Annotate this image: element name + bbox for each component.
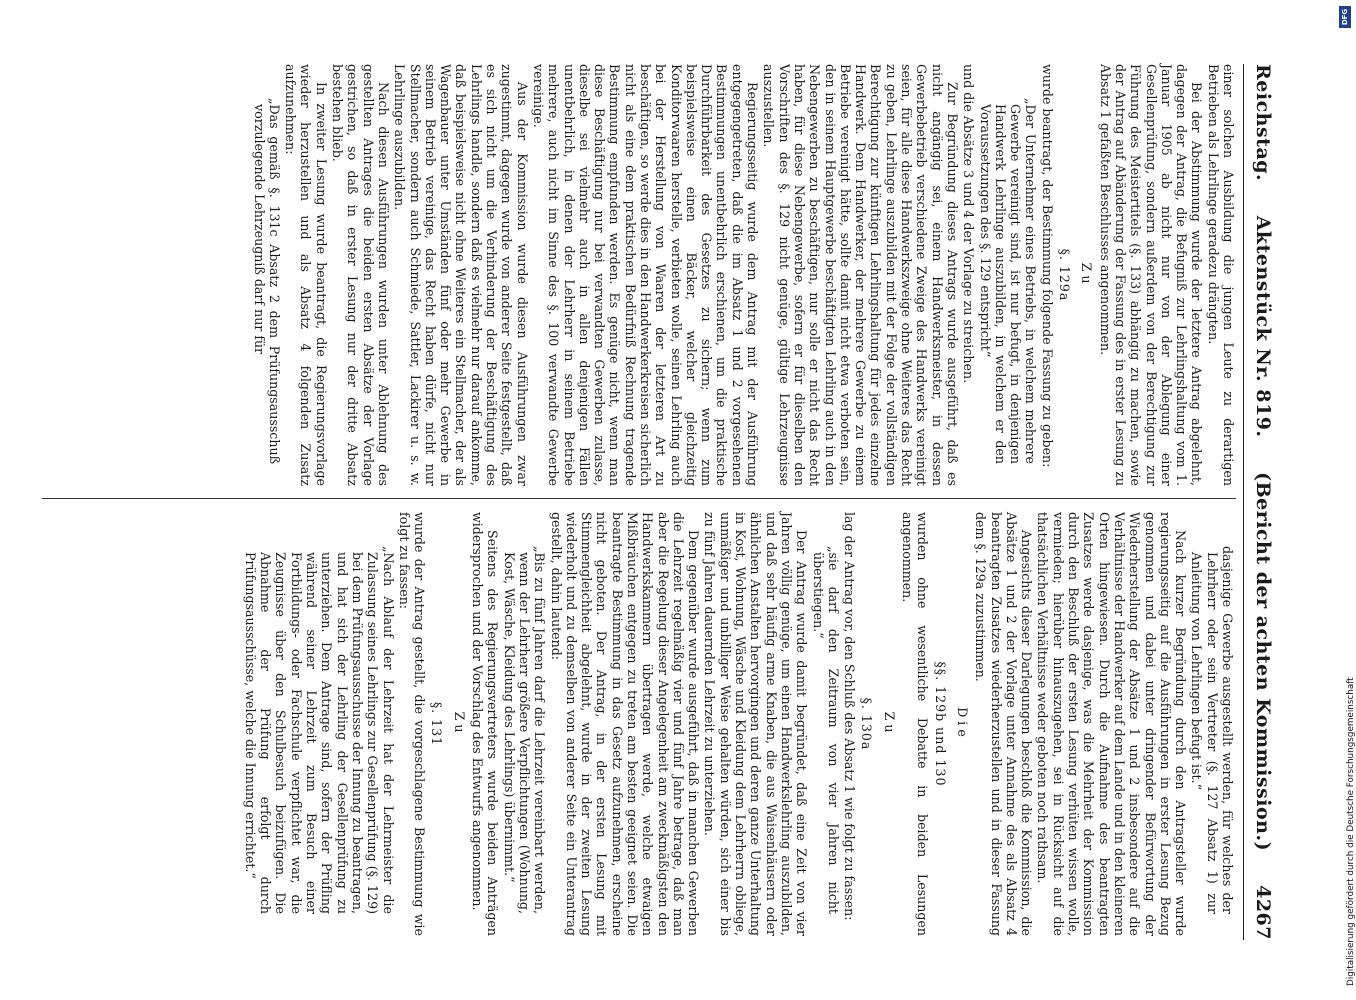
section-heading: §. 131 — [429, 701, 445, 747]
header-right-group — [1252, 472, 1274, 940]
quoted-text: „sie darf den Zeitraum von vier Jahren nicht überstiegen.“ — [810, 546, 841, 914]
paragraph: wurden ohne wesentliche Debatte in beiden Lesungen angenommen. — [900, 512, 931, 936]
paragraph: Der Antrag wurde damit begründet, daß eine Zeit von vier Jahren völlig genüge, um einen Handwerkslehrling auszubilden, und daß sehr häufig arme Knaben, die aus Waisenhäusern oder ähnlichen Anstalten hervorgingen und deren ganze Unterhaltung in Kost, Wohnung, Wäsche und Kleidung dem Lehrherrn obliege, unmäßiger und unbilliger Weise gehalten würden, sich einer bis zu fünf Jahren dauernden Lehrzeit zu unterziehen. — [702, 512, 810, 936]
scanned-page-frame — [20, 20, 1340, 980]
section-intro: Zu — [451, 711, 467, 737]
quoted-text: dasjenige Gewerbe ausgestellt werden, für welches der Lehrherr oder sein Vertreter (§. 127 Absatz 1) zur Anleitung von Lehrlingen befugt ist.“ — [1189, 546, 1235, 914]
paragraph: Dem gegenüber wurde ausgeführt, daß in manchen Gewerben die Lehrzeit regelmäßig vier und fünf Jahre betrage, daß man aber die Regelung dieser Angelegenheit am zweckmäßigsten den Handwerkskammern übertragen werde, welche etwaigen Mißbräuchen entgegen zu treten am besten geeignet seien. Die beantragte Bestimmung in das Gesetz aufzunehmen, erscheine nicht geboten. Der Antrag, in der ersten Lesung mit Stimmengleichheit abgelehnt, wurde in der zweiten Lesung wiederholt und zu demselben von anderer Seite ein Unterantrag gestellt, dahin lautend: — [548, 512, 702, 936]
header-report-title: (Bericht der achten Kommission.) — [1252, 472, 1274, 852]
paragraph: Nach kurzer Begründung durch den Antragsteller wurde regierungsseitig auf die Ausführungen in erster Lesung Bezug genommen und dabei unter dringender Befürwortung der Wiederherstellung der Absätze 1 und 2 insbesondere auf die Verhältnisse der Handwerker auf dem Lande und in den kleineren Orten hingewiesen. Durch die Aufnahme des beantragten Zusatzes werde dasjenige, was die Mehrheit der Kommission durch den Beschluß der ersten Lesung verhüten wissen wolle, vermieden; hierüber hinauszugehen, sei in Rücksicht auf die thatsächlichen Verhältnisse weder geboten noch rathsam. — [1035, 512, 1189, 936]
section-intro: Zu — [1079, 262, 1095, 288]
quoted-text: „Bis zu fünf Jahren darf die Lehrzeit vereinbart werden, wenn der Lehrherr größere Verpflichtungen (Wohnung, Kost, Wäsche, Kleidung des Lehrlings) übernimmt.“ — [501, 546, 548, 914]
paragraph: wurde der Antrag gestellt, die vorgeschlagene Bestimmung wie folgt zu fassen: — [396, 512, 428, 936]
paragraph: Angesichts dieser Darlegungen beschloß die Kommission, die Absätze 1 und 2 der Vorlage unter Annahme des als Absatz 4 beantragten Zusatzes wiederherzustellen und in dieser Fassung dem §. 129a zuzustimmen. — [973, 512, 1035, 936]
paragraph: Regierungsseitig wurde dem Antrag mit der Ausführung entgegengetreten, daß die im Absatz 1 und 2 vorgesehenen Bestimmungen unentbehrlich erschienen, um die praktische Durchführbarkeit des Gesetzes zu sichern; wenn zum beispielsweise einen Bäcker, welcher gleichzeitig Konditorwaaren herstelle, verbieten wolle, seinen Lehrling auch bei der Herstellung von Waaren der letzteren Art zu beschäftigen, so werde dies in den Handwerkerkreisen sicherlich nicht als eine dem praktischen Bedürfniß Rechnung tragende Bestimmung empfunden werden. Es genüge nicht, wenn man diese Beschäftigung nur bei verwandten Gewerben zulasse, dieselbe sei vielmehr auch in allen denjenigen Fällen unentbehrlich, in denen der Lehrherr in seinem Betriebe mehrere, auch nicht im Sinne des §. 100 verwandte Gewerbe vereinige. — [530, 64, 761, 486]
section-intro: Die — [954, 707, 970, 741]
paragraph: lag der Antrag vor, den Schluß des Absatz 1 wie folgt zu fassen: — [842, 512, 858, 921]
paragraph: einer solchen Ausbildung die jungen Leute zu derartigen Betrieben als Lehrlinge geradezu drängten. — [1205, 64, 1236, 486]
paragraph: Seitens des Regierungsvertreters wurde beiden Anträgen widersprochen und der Vorschlag des Entwurfs angenommen. — [470, 512, 501, 936]
left-column — [42, 64, 1236, 486]
dfg-logo — [1339, 6, 1351, 28]
page-header — [1248, 64, 1274, 940]
section-heading: §§. 129b und 130 — [932, 661, 948, 787]
paragraph: Nach diesen Ausführungen wurden unter Ablehnung des gestellten Antrages die beiden ersten Absätze der Vorlage gestrichen, so daß in erster Lesung nur der dritte Absatz bestehen blieb. — [330, 64, 391, 486]
document-page — [20, 20, 1340, 980]
paragraph: Bei der Abstimmung wurde der letztere Antrag abgelehnt, dagegen der Antrag, die Befugniß zur Lehrlingshaltung vom 1. Januar 1905 ab nicht nur von der Ablegung einer Gesellenprüfung, sondern außerdem von der Berechtigung zur Führung des Meistertitels (§. 133) abhängig zu machen, sowie der Antrag auf Abänderung der Fassung des in erster Lesung zu Absatz 1 gefaßten Beschlusses angenommen. — [1097, 64, 1205, 486]
header-reichstag: Reichstag. — [1252, 64, 1274, 182]
section-intro: Zu — [881, 711, 897, 737]
paragraph: Aus der Kommission wurde diesen Ausführungen zwar zugestimmt, dagegen wurde von anderer Seite festgestellt, daß es sich nicht um die Verhinderung der Beschäftigung des Lehrlings handle, sondern daß es vielmehr nur darauf ankomme, daß beispielsweise nicht ohne Weiteres ein Stellmacher, der als Wagenbauer unter Umständen fünf oder mehr Gewerbe in seinem Betrieb vereinige, das Recht haben dürfe, nicht nur Stellmacher, sondern auch Schmiede, Sattler, Lackirer u. s. w. Lehrlinge auszubilden. — [392, 64, 530, 486]
paragraph: Zur Begründung dieses Antrags wurde ausgeführt, daß es nicht angängig sei, einem Handwerksmeister, in dessen Gewerbebetrieb verschiedene Zweige des Handwerks vereinigt seien, für alle diese Handwerkszweige ohne Weiteres das Recht zu geben, Lehrlinge auszubilden mit der Folge der vollständigen Berechtigung zur künftigen Lehrlingshaltung für jedes einzelne Handwerk. Dem Handwerker, der mehrere Gewerbe zu einem Betriebe vereinigt hätte, sollte damit nicht etwa verboten sein, den in seinem Hauptgewerbe beschäftigten Lehrling auch in den Nebengewerben zu beschäftigen, nur solle er nicht das Recht haben, für diese Nebengewerbe, sofern er für dieselben den Vorschriften des §. 129 nicht genüge, gültige Lehrzeugnisse auszustellen. — [761, 64, 960, 486]
quoted-text: „Der Unternehmer eines Betriebs, in welchem mehrere Gewerbe vereinigt sind, ist nur befugt, in denjenigen Handwerk Lehrlinge auszubilden, in welchem er den Voraussetzungen des §. 129 entspricht“ — [977, 98, 1039, 464]
section-heading: §. 129a — [1057, 248, 1073, 302]
header-document-number: Aktenstück Nr. 819. — [1252, 215, 1274, 438]
quoted-text: „Nach Ablauf der Lehrzeit hat der Lehrmeister die Zulassung seines Lehrlings zur Gesellenprüfung (§. 129) bei dem Prüfungsausschusse der Innung zu beantragen, und hat sich der Lehrling der Gesellenprüfung zu unterziehen. Dem Antrage sind, sofern der Prüfling während seiner Lehrzeit zum Besuch einer Fortbildungs- oder Fachschule verpflichtet war, die Zeugnisse über den Schulbesuch beizufügen. Die Abnahme der Prüfung erfolgt durch Prüfungsausschüsse, welche die Innung errichtet.“ — [242, 546, 396, 914]
section-heading: §. 130a — [859, 697, 875, 751]
digitization-credit: Digitalisierung gefördert durch die Deutsche Forschungsgemeinschaft — [1346, 677, 1356, 986]
header-rule — [1243, 64, 1244, 940]
paragraph: wurde beantragt, der Bestimmung folgende Fassung zu geben: — [1039, 64, 1055, 468]
column-divider — [42, 498, 1236, 499]
dfg-logo-text: DFG — [1341, 8, 1349, 26]
paragraph: und die Absätze 3 und 4 der Vorlage zu streichen. — [961, 64, 977, 384]
page-number: 4267 — [1252, 885, 1274, 940]
paragraph: In zweiter Lesung wurde beantragt, die Regierungsvorlage wieder herzustellen und als Absatz 4 folgenden Zusatz aufzunehmen: — [283, 64, 329, 486]
quoted-text: „Das gemäß §. 131c Absatz 2 dem Prüfungsausschuß vorzulegende Lehrzeugniß darf nur für — [251, 98, 282, 464]
right-column — [42, 512, 1236, 936]
